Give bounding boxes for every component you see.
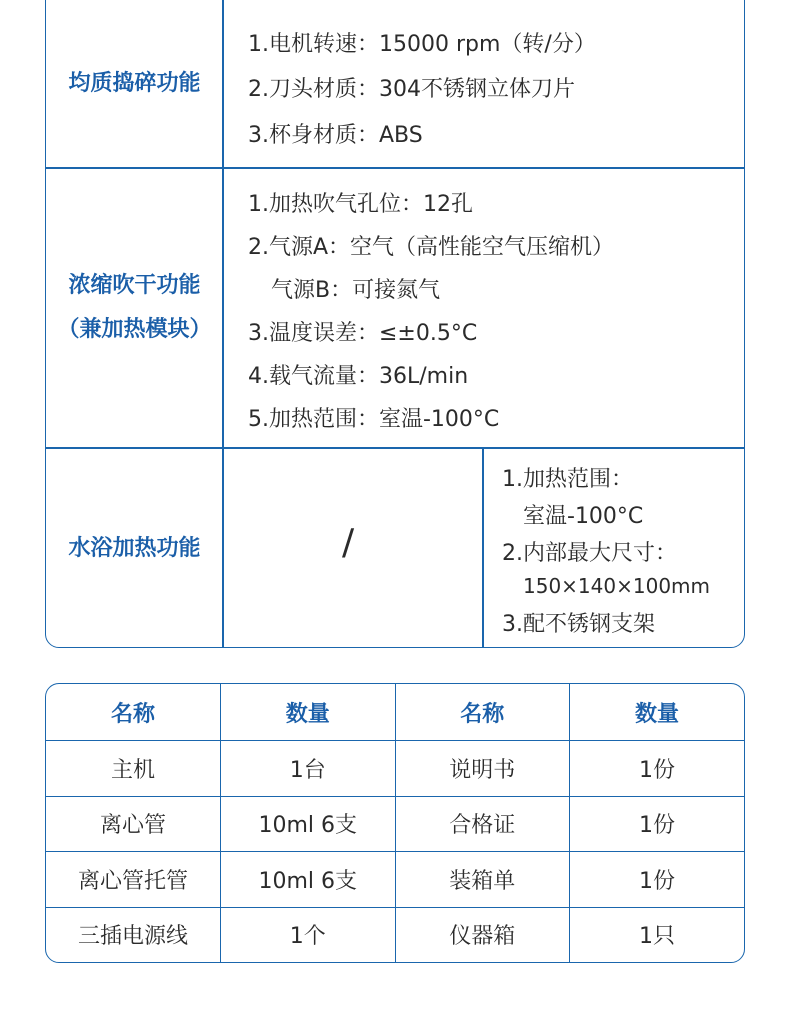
not-applicable-mark: / [342, 522, 355, 563]
table-cell: 离心管 [46, 796, 221, 852]
spec-line: 气源B：可接氮气 [271, 278, 441, 303]
column-header: 名称 [46, 684, 221, 741]
column-divider [482, 447, 484, 648]
spec-line: 2.刀头材质：304不锈钢立体刀片 [248, 77, 575, 102]
table-row [46, 741, 744, 797]
table-cell: 1份 [570, 741, 745, 797]
packing-list-table [45, 683, 745, 963]
table-cell: 说明书 [395, 741, 570, 797]
spec-label-waterbath [46, 448, 223, 648]
table-cell: 1只 [639, 924, 675, 950]
spec-table [45, 0, 745, 648]
table-header-row [46, 684, 744, 741]
table-cell: 主机 [46, 741, 221, 797]
table-cell: 10ml 6支 [221, 852, 396, 908]
table-cell: 装箱单 [395, 852, 570, 908]
table-cell: 1份 [570, 852, 745, 908]
table-cell: 1台 [221, 741, 396, 797]
spec-label-homogenize [46, 1, 223, 167]
spec-label-text: 浓缩吹干功能 [68, 272, 201, 298]
column-header: 数量 [570, 684, 745, 741]
table-cell: 1个 [221, 907, 396, 962]
spec-label-text: 均质捣碎功能 [68, 71, 201, 96]
spec-line: 3.配不锈钢支架 [502, 612, 655, 637]
spec-line: 3.杯身材质：ABS [248, 123, 423, 148]
table-row [46, 907, 744, 962]
table-row [46, 796, 744, 852]
spec-line: 1.加热吹气孔位：12孔 [248, 192, 473, 217]
spec-label-text: （兼加热模块） [57, 316, 212, 342]
spec-line: 室温-100°C [523, 504, 644, 529]
table-cell: 1份 [570, 796, 745, 852]
table-cell: 离心管托管 [46, 852, 221, 908]
spec-line: 2.气源A：空气（高性能空气压缩机） [248, 235, 615, 260]
spec-line: 4.载气流量：36L/min [248, 364, 469, 389]
column-header: 数量 [221, 684, 396, 741]
spec-line: 3.温度误差：≤±0.5°C [248, 321, 478, 346]
table-cell: 10ml 6支 [221, 796, 396, 852]
table-cell: 仪器箱 [395, 907, 570, 962]
spec-line: 1.加热范围： [502, 467, 633, 492]
spec-line: 5.加热范围：室温-100°C [248, 407, 500, 432]
spec-line: 150×140×100mm [523, 574, 711, 598]
table-cell: 合格证 [395, 796, 570, 852]
spec-line: 1.电机转速：15000 rpm（转/分） [248, 32, 596, 57]
column-header: 名称 [395, 684, 570, 741]
table-cell: 三插电源线 [46, 907, 221, 962]
spec-label-text: 水浴加热功能 [68, 535, 201, 561]
table-row [46, 852, 744, 908]
spec-line: 2.内部最大尺寸： [502, 541, 677, 566]
spec-label-concentrate [46, 168, 223, 447]
